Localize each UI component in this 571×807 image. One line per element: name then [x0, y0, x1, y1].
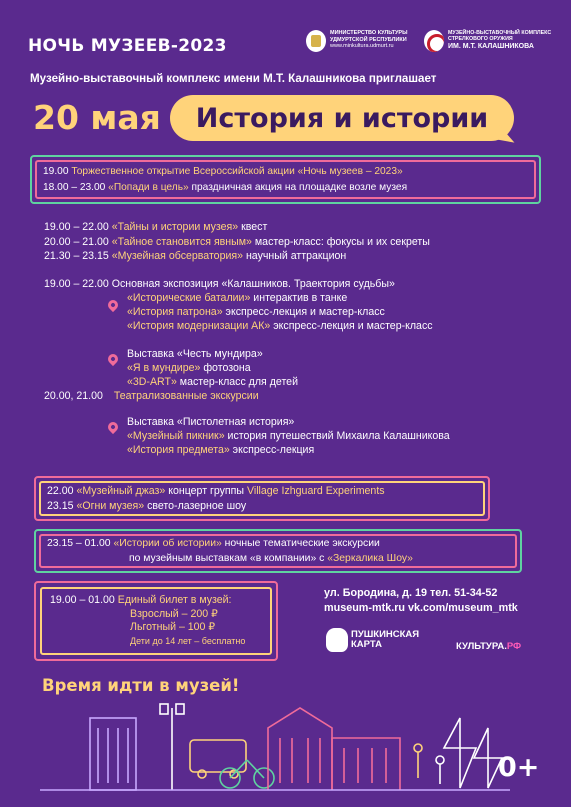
schedule-item: «3D-ART» мастер-класс для детей [127, 376, 298, 388]
exhibition-title: Выставка «Пистолетная история» [127, 416, 295, 428]
website-links[interactable]: museum-mtk.ru vk.com/museum_mtk [324, 602, 518, 614]
age-rating: 0+ [498, 752, 540, 783]
ministry-emblem-icon [306, 30, 326, 52]
intro-text: Музейно-выставочный комплекс имени М.Т. Калашникова приглашает [30, 72, 437, 85]
theme-bubble [170, 95, 514, 141]
schedule-item: «Я в мундире» фотозона [127, 362, 251, 374]
slogan: Время идти в музей! [42, 676, 240, 695]
ticket-kids: Дети до 14 лет – бесплатно [130, 635, 246, 646]
contacts [324, 586, 554, 616]
bubble-tail-icon [495, 123, 517, 142]
schedule-item: 19.00 Торжественное открытие Всероссийской акции «Ночь музеев – 2023» [43, 166, 403, 177]
theme-title: История и истории [195, 102, 489, 134]
schedule-item: 18.00 – 23.00 «Попади в цель» праздничная акция на площадке возле музея [43, 182, 408, 193]
block-opening [35, 160, 536, 199]
block-evening [39, 481, 485, 516]
schedule-item: «История модернизации АК» экспресс-лекция и мастер-класс [127, 320, 433, 332]
person-icon [436, 756, 444, 764]
ticket-reduced: Льготный – 100 ₽ [130, 621, 216, 633]
location-pin-icon [106, 298, 120, 312]
ministry-url[interactable]: www.minkultura.udmurt.ru [330, 43, 394, 49]
bus-icon [190, 740, 246, 772]
kultura-rf-logo: КУЛЬТУРА.РФ [456, 641, 522, 652]
schedule-item: «История предмета» экспресс-лекция [127, 444, 315, 456]
person-icon [414, 744, 422, 752]
ticket-box: 19.00 – 01.00 Единый билет в музей: Взрослый – 200 ₽ Льготный – 100 ₽ Дети до 14 лет – бесплатно [34, 581, 278, 661]
schedule-item: «Музейный пикник» история путешествий Михаила Калашникова [127, 430, 450, 442]
event-date: 20 мая [33, 98, 161, 137]
pushkin-portrait-icon [326, 628, 348, 652]
pushkin-card-logo: ПУШКИНСКАЯ КАРТА [326, 628, 419, 652]
location-pin-icon [106, 420, 120, 434]
logo-title: НОЧЬ МУЗЕЕВ-2023 [28, 36, 227, 56]
block-night: 23.15 – 01.00 «Истории об истории» ночные тематические экскурсии по музейным выставкам «в компании» с «Зеркалика Шоу» [39, 534, 517, 568]
location-pin-icon [106, 352, 120, 366]
building-icon [90, 718, 136, 790]
schedule-item: 21.30 – 23.15 «Музейная обсерватория» научный аттракцион [44, 250, 347, 262]
schedule-item: 23.15 – 01.00 «Истории об истории» ночные тематические экскурсии [47, 538, 380, 549]
schedule-item: 22.00 «Музейный джаз» концерт группы Village Izhguard Experiments [47, 485, 385, 497]
schedule-item: 20.00 – 21.00 «Тайное становится явным» мастер-класс: фокусы и их секреты [44, 236, 430, 248]
ticket-adult: Взрослый – 200 ₽ [130, 607, 218, 620]
schedule-item: «Исторические баталии» интерактив в танке [127, 292, 348, 304]
museum-emblem-icon [424, 30, 444, 52]
museum-building-icon [268, 708, 332, 790]
ministry-logo: МИНИСТЕРСТВО КУЛЬТУРЫ УДМУРТСКОЙ РЕСПУБЛИКИ www.minkultura.udmurt.ru [306, 30, 418, 52]
museum-logo: МУЗЕЙНО-ВЫСТАВОЧНЫЙ КОМПЛЕКС СТРЕЛКОВОГО ОРУЖИЯ ИМ. М.Т. КАЛАШНИКОВА [424, 30, 552, 52]
tree-icon [444, 718, 476, 788]
address: ул. Бородина, д. 19 тел. 51-34-52 [324, 587, 498, 599]
schedule-item: 23.15 «Огни музея» свето-лазерное шоу [47, 500, 247, 512]
exhibition-title: Выставка «Честь мундира» [127, 348, 263, 360]
schedule-item: 20.00, 21.00 Театрализованные экскурсии [44, 390, 259, 402]
city-illustration-icon [40, 688, 510, 793]
schedule-item: 19.00 – 22.00 «Тайны и истории музея» квест [44, 221, 268, 233]
schedule-item: «История патрона» экспресс-лекция и мастер-класс [127, 306, 385, 318]
schedule-item: 19.00 – 22.00 Основная экспозиция «Калашников. Траектория судьбы» [44, 278, 395, 290]
